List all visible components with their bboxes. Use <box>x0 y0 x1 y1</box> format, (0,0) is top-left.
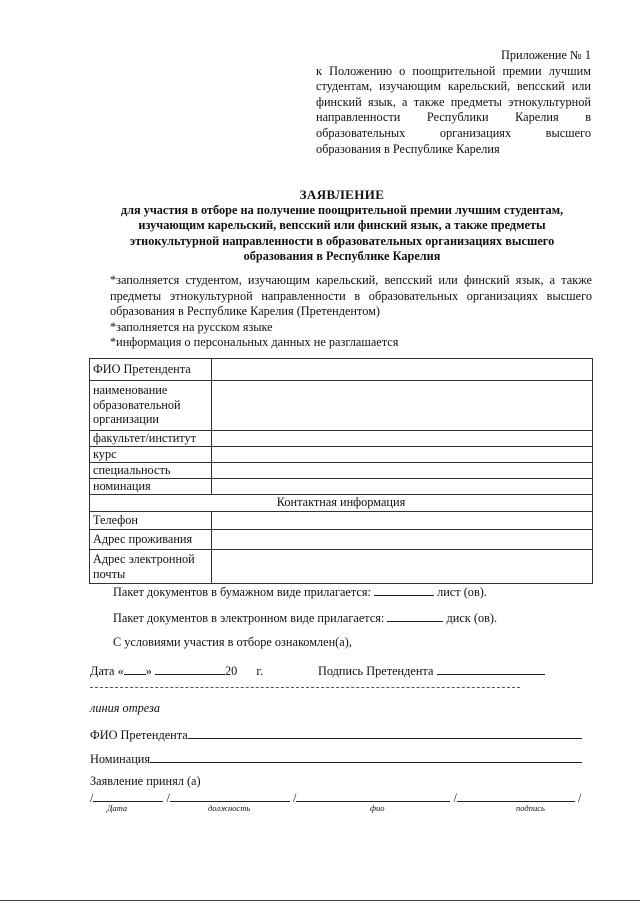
field-value-phone[interactable] <box>212 512 593 530</box>
applicant-signature-blank[interactable] <box>437 662 545 675</box>
date-line <box>90 662 263 679</box>
field-value-course[interactable] <box>212 447 593 463</box>
slash-divider: / <box>453 791 457 805</box>
tear-name-label: ФИО Претендента <box>90 728 188 742</box>
acceptance-fields-row <box>90 789 581 806</box>
acceptance-date-blank[interactable] <box>93 789 163 802</box>
tear-nomination-line <box>90 750 582 767</box>
electronic-documents-unit: диск (ов). <box>446 611 498 625</box>
field-label: номинация <box>90 479 212 495</box>
application-form-table <box>89 358 593 584</box>
field-value-email[interactable] <box>212 550 593 584</box>
electronic-discs-blank[interactable] <box>387 609 443 622</box>
field-label: факультет/институт <box>90 431 212 447</box>
electronic-documents-label: Пакет документов в электронном виде прилагается: <box>113 611 385 625</box>
contact-info-header: Контактная информация <box>90 495 593 512</box>
date-quote-close: » <box>145 664 152 678</box>
electronic-documents-line <box>113 609 497 626</box>
paper-sheets-blank[interactable] <box>374 583 434 596</box>
appendix-text: к Положению о поощрительной премии лучшим студентам, изучающим карельский, вепсский или финский язык, а также предметы этнокультурной направленности Республики Карелия в образовательных организациях высшего образования в Республике Карелия <box>316 63 591 156</box>
tear-nomination-blank[interactable] <box>150 750 582 763</box>
year-prefix: 20 <box>224 664 238 678</box>
table-row <box>90 512 593 530</box>
field-label: курс <box>90 447 212 463</box>
table-row <box>90 530 593 550</box>
table-row <box>90 550 593 584</box>
paper-documents-line <box>113 583 487 600</box>
table-row <box>90 495 593 512</box>
caption-signature: подпись <box>516 803 545 813</box>
table-row <box>90 479 593 495</box>
field-value-specialty[interactable] <box>212 463 593 479</box>
field-label: ФИО Претендента <box>90 359 212 381</box>
field-value-faculty[interactable] <box>212 431 593 447</box>
appendix-header <box>316 48 591 157</box>
applicant-signature-label: Подпись Претендента <box>318 664 434 678</box>
table-row <box>90 381 593 431</box>
field-value-full-name[interactable] <box>212 359 593 381</box>
instructions <box>110 273 592 351</box>
slash-divider: / <box>90 791 94 805</box>
slash-divider: / <box>293 791 297 805</box>
year-blank[interactable] <box>240 663 256 675</box>
acceptance-signature-blank[interactable] <box>457 789 575 802</box>
cut-line <box>90 687 520 688</box>
day-blank[interactable] <box>124 662 146 675</box>
month-blank[interactable] <box>155 662 225 675</box>
applicant-signature-line <box>318 662 545 679</box>
field-label: Адрес электронной почты <box>90 550 212 584</box>
paper-documents-label: Пакет документов в бумажном виде прилагается: <box>113 585 371 599</box>
table-row <box>90 447 593 463</box>
cut-line-label: линия отреза <box>90 701 160 715</box>
acceptance-name-blank[interactable] <box>296 789 450 802</box>
title-line-2: изучающим карельский, вепсский или финский язык, а также предметы <box>138 218 546 232</box>
note-applicant: *заполняется студентом, изучающим карельский, вепсский или финский язык, а также предметы этнокультурной направленности в образовательных организациях высшего образования в Республике Карелия (Претендентом) <box>110 273 592 319</box>
slash-divider: / <box>166 791 170 805</box>
field-value-nomination[interactable] <box>212 479 593 495</box>
document-title <box>96 187 588 265</box>
title-main: ЗАЯВЛЕНИЕ <box>299 187 385 202</box>
caption-position: должность <box>208 803 251 813</box>
table-row <box>90 463 593 479</box>
caption-name: фио <box>370 803 385 813</box>
accepted-by-label: Заявление принял (а) <box>90 774 201 788</box>
title-line-3: этнокультурной направленности в образовательных организациях высшего <box>129 233 555 248</box>
title-line-1: для участия в отборе на получение поощрительной премии лучшим студентам, <box>120 202 564 217</box>
field-label: наименование образовательной организации <box>90 381 212 431</box>
field-value-address[interactable] <box>212 530 593 550</box>
acceptance-position-blank[interactable] <box>170 789 290 802</box>
tear-name-blank[interactable] <box>188 726 582 739</box>
field-label: Адрес проживания <box>90 530 212 550</box>
appendix-number: Приложение № 1 <box>500 48 591 62</box>
date-label: Дата « <box>90 664 124 678</box>
table-row <box>90 431 593 447</box>
title-line-4: образования в Республике Карелия <box>243 249 441 263</box>
field-label: специальность <box>90 463 212 479</box>
year-suffix: г. <box>256 664 264 678</box>
agreement-text: С условиями участия в отборе ознакомлен(а), <box>113 635 352 649</box>
tear-name-line <box>90 726 582 743</box>
note-privacy: *информация о персональных данных не разглашается <box>110 335 399 350</box>
slash-divider: / <box>578 791 582 805</box>
field-label: Телефон <box>90 512 212 530</box>
note-language: *заполняется на русском языке <box>110 319 273 334</box>
paper-documents-unit: лист (ов). <box>437 585 487 599</box>
field-value-organization[interactable] <box>212 381 593 431</box>
caption-date: Дата <box>107 803 128 813</box>
table-row <box>90 359 593 381</box>
page-bottom-rule <box>0 900 640 901</box>
tear-nomination-label: Номинация <box>90 752 151 766</box>
